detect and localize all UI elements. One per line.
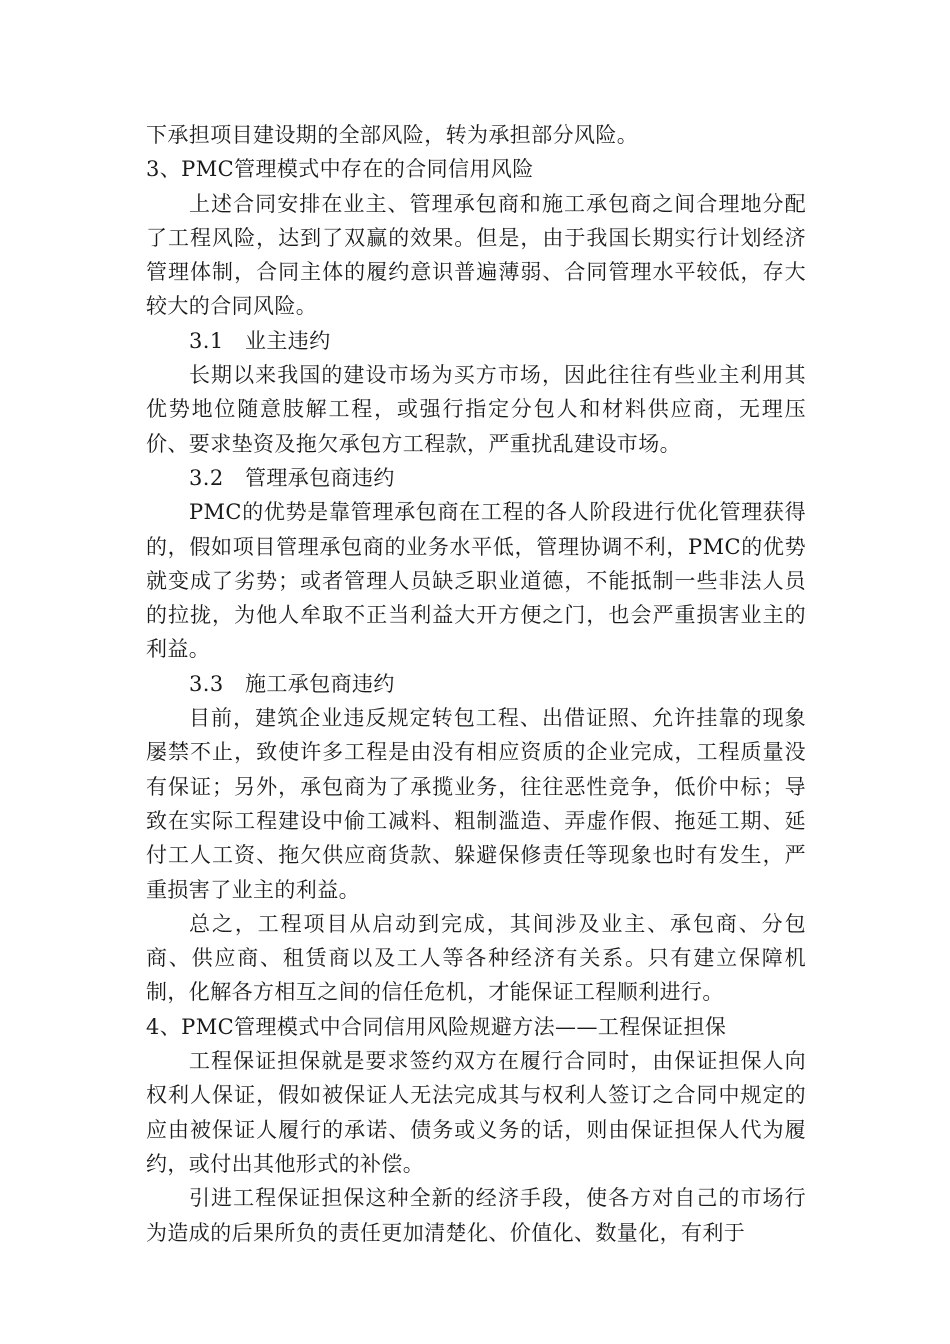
paragraph-guarantee-benefit: 引进工程保证担保这种全新的经济手段，使各方对自己的市场行为造成的后果所负的责任更加清楚化、价值化、数量化，有利于 (146, 1186, 806, 1245)
subheading-3-3: 3.3 施工承包商违约 (189, 671, 395, 696)
document-page (146, 118, 806, 1250)
paragraph-continuation: 下承担项目建设期的全部风险，转为承担部分风险。 (146, 123, 639, 147)
subheading-3-2: 3.2 管理承包商违约 (189, 465, 395, 490)
paragraph-guarantee-definition: 工程保证担保就是要求签约双方在履行合同时，由保证担保人向权利人保证，假如被保证人无法完成其与权利人签订之合同中规定的应由被保证人履行的承诺、债务或义务的话，则由保证担保人代为履约，或付出其他形式的补偿。 (146, 1049, 806, 1176)
paragraph-contractor-default: 目前，建筑企业违反规定转包工程、出借证照、允许挂靠的现象屡禁不止，致使许多工程是由没有相应资质的企业完成，工程质量没有保证；另外，承包商为了承揽业务，往往恶性竞争，低价中标；导致在实际工程建设中偷工减料、粗制滥造、弄虚作假、拖延工期、延付工人工资、拖欠供应商货款、躲避保修责任等现象也时有发生，严重损害了业主的利益。 (146, 706, 806, 902)
paragraph-owner-default: 长期以来我国的建设市场为买方市场，因此往往有些业主利用其优势地位随意肢解工程，或强行指定分包人和材料供应商，无理压价、要求垫资及拖欠承包方工程款，严重扰乱建设市场。 (146, 363, 806, 456)
paragraph-contract-arrangement: 上述合同安排在业主、管理承包商和施工承包商之间合理地分配了工程风险，达到了双赢的效果。但是，由于我国长期实行计划经济管理体制，合同主体的履约意识普遍薄弱、合同管理水平较低，存大较大的合同风险。 (146, 191, 806, 319)
subheading-3-1: 3.1 业主违约 (189, 328, 331, 353)
section-heading-3: 3、PMC管理模式中存在的合同信用风险 (146, 157, 534, 182)
section-heading-4: 4、PMC管理模式中合同信用风险规避方法——工程保证担保 (146, 1014, 727, 1039)
paragraph-summary: 总之，工程项目从启动到完成，其间涉及业主、承包商、分包商、供应商、租赁商以及工人等各种经济有关系。只有建立保障机制，化解各方相互之间的信任危机，才能保证工程顺利进行。 (146, 911, 806, 1005)
paragraph-pmc-default: PMC的优势是靠管理承包商在工程的各人阶段进行优化管理获得的，假如项目管理承包商的业务水平低，管理协调不利，PMC的优势就变成了劣势；或者管理人员缺乏职业道德，不能抵制一些非法人员的拉拢，为他人牟取不正当利益大开方便之门，也会严重损害业主的利益。 (146, 500, 806, 662)
